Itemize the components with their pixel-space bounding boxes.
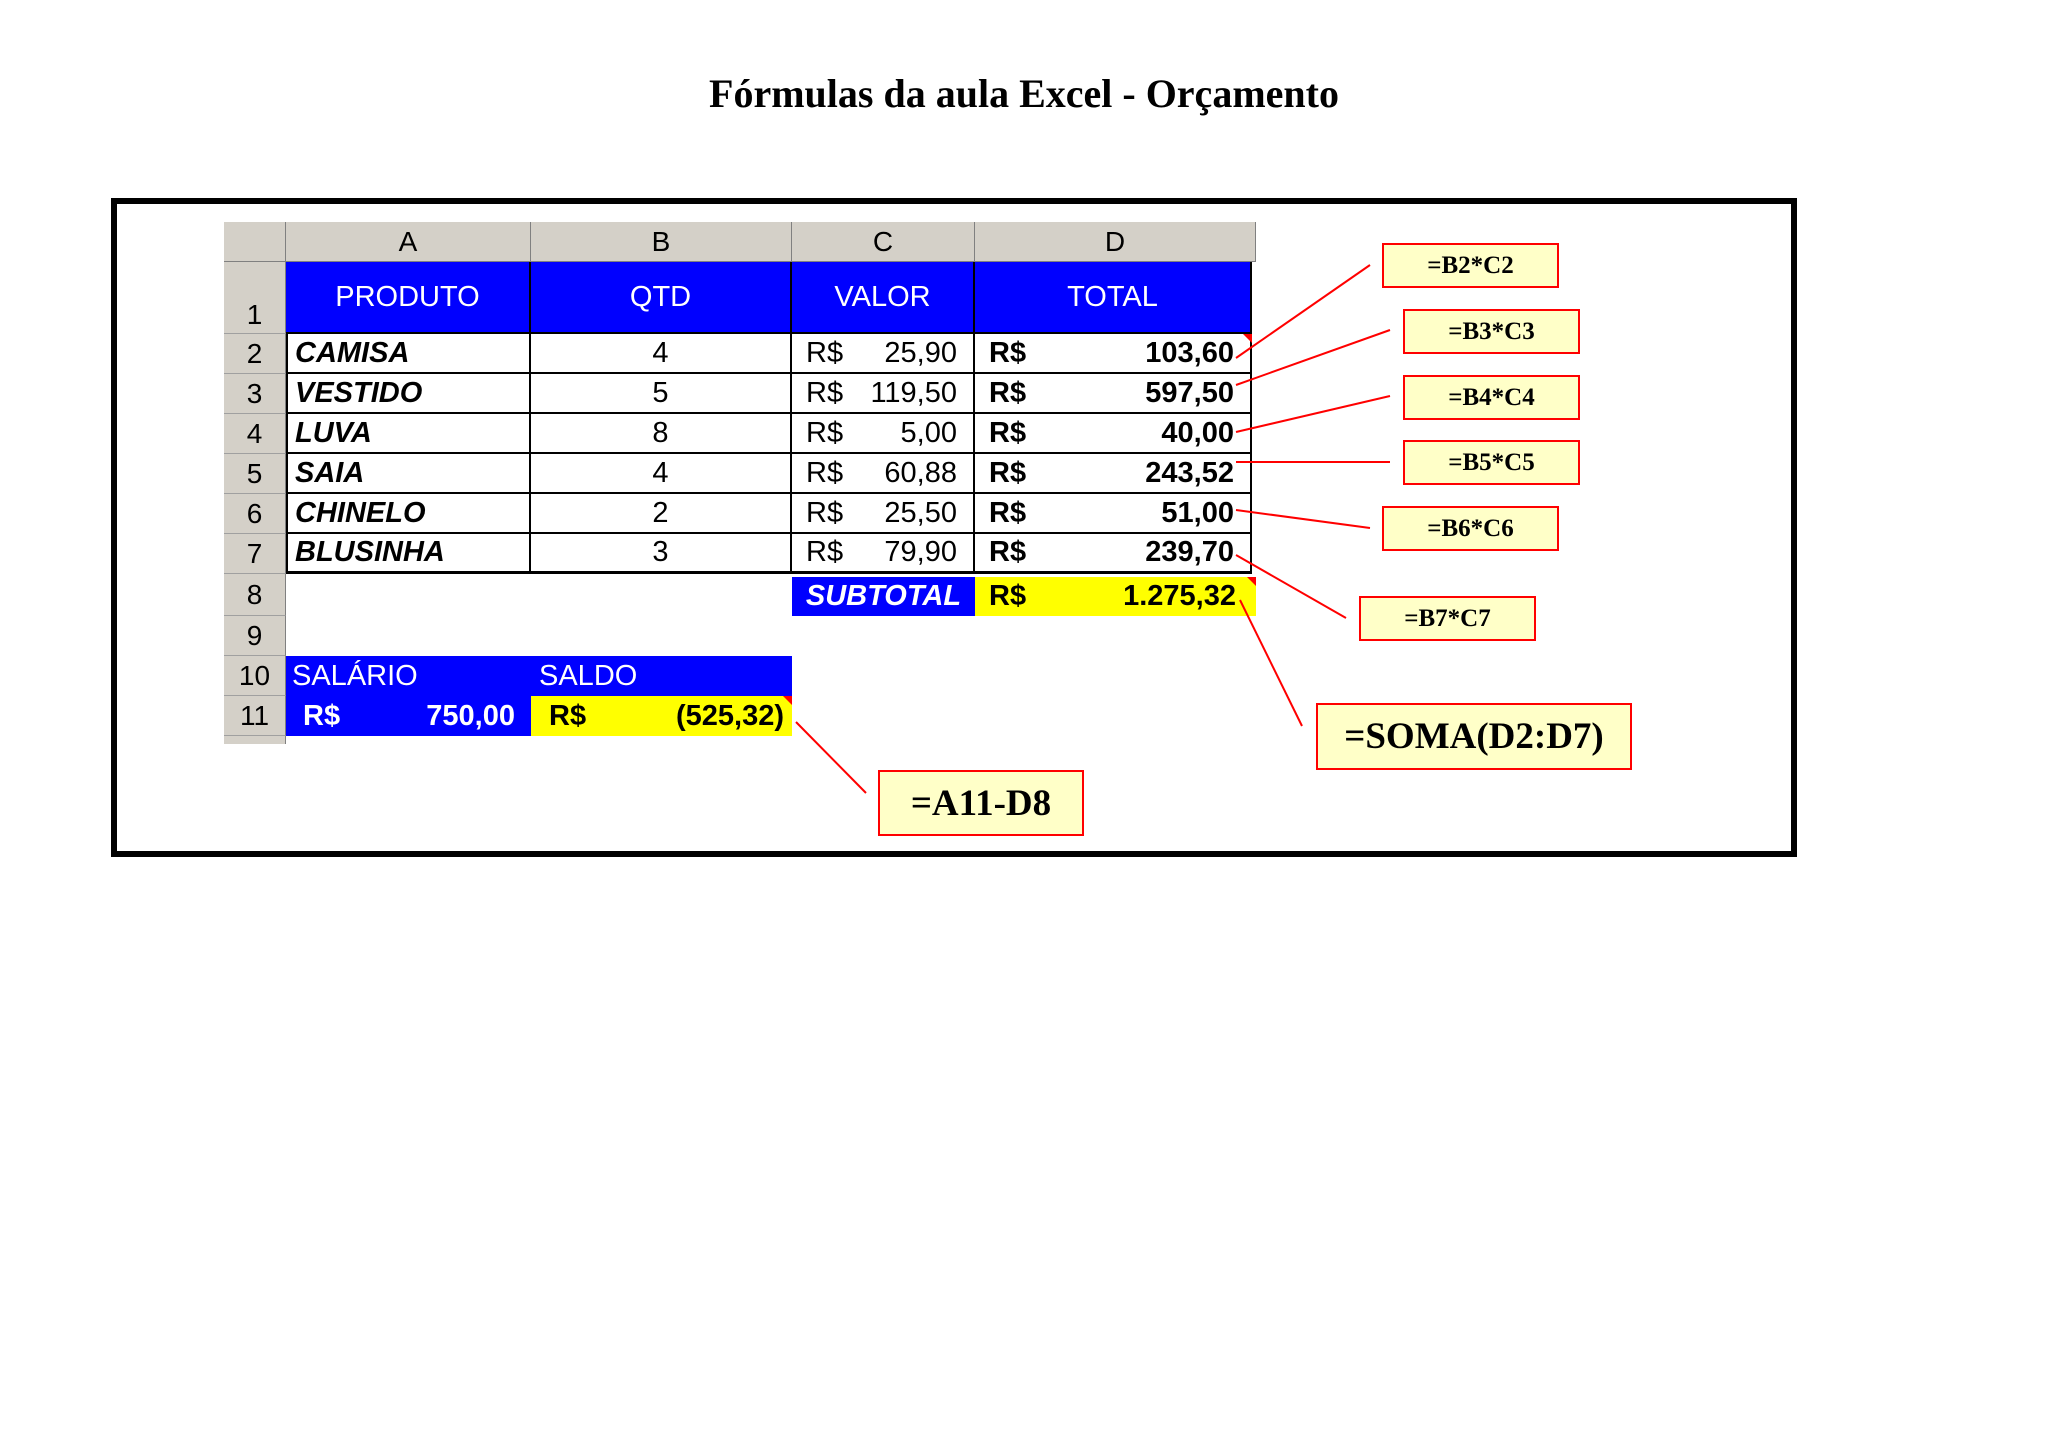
currency-symbol: R$ (806, 416, 844, 449)
cell-c3[interactable] (792, 374, 975, 414)
formula-note-d5: =B5*C5 (1403, 440, 1580, 485)
cell-value: 51,00 (1161, 496, 1234, 529)
cell-value: 5,00 (900, 416, 957, 449)
column-header-d[interactable]: D (975, 222, 1256, 262)
cell-d5[interactable] (975, 454, 1252, 494)
cell-d8-subtotal[interactable] (975, 577, 1256, 616)
cell-a6[interactable]: CHINELO (286, 494, 531, 534)
row-header-9[interactable]: 9 (224, 616, 286, 656)
row-header-12-partial (224, 736, 286, 744)
currency-symbol: R$ (303, 699, 341, 732)
currency-symbol: R$ (989, 536, 1027, 568)
formula-note-d7: =B7*C7 (1359, 596, 1536, 641)
row-header-1[interactable]: 1 (224, 262, 286, 334)
comment-indicator-b11 (783, 696, 792, 705)
cell-value: 239,70 (1145, 536, 1234, 568)
cell-value: 243,52 (1145, 456, 1234, 489)
cell-a2[interactable]: CAMISA (286, 334, 531, 374)
cell-value: 119,50 (870, 376, 957, 409)
row-header-4[interactable]: 4 (224, 414, 286, 454)
currency-symbol: R$ (989, 456, 1027, 489)
currency-symbol: R$ (806, 456, 844, 489)
cell-value: 25,50 (884, 496, 957, 529)
cell-value: 103,60 (1145, 336, 1234, 369)
row-header-8[interactable]: 8 (224, 574, 286, 616)
formula-note-d3: =B3*C3 (1403, 309, 1580, 354)
comment-indicator-d8 (1247, 577, 1256, 586)
cell-c8-subtotal-label[interactable]: SUBTOTAL (792, 577, 975, 616)
row-header-7[interactable]: 7 (224, 534, 286, 574)
cell-b7[interactable]: 3 (531, 534, 792, 574)
cell-value: 597,50 (1145, 376, 1234, 409)
cell-value: 79,90 (884, 536, 957, 568)
cell-value: (525,32) (675, 699, 784, 732)
cell-d3[interactable] (975, 374, 1252, 414)
cell-a3[interactable]: VESTIDO (286, 374, 531, 414)
cell-a11-salario[interactable] (286, 696, 531, 736)
cell-b5[interactable]: 4 (531, 454, 792, 494)
cell-value: 25,90 (884, 336, 957, 369)
cell-c6[interactable] (792, 494, 975, 534)
currency-symbol: R$ (989, 580, 1027, 612)
cell-d6[interactable] (975, 494, 1252, 534)
cell-a5[interactable]: SAIA (286, 454, 531, 494)
cell-value: 40,00 (1161, 416, 1234, 449)
row-header-11[interactable]: 11 (224, 696, 286, 736)
cell-d7[interactable] (975, 534, 1252, 574)
cell-b4[interactable]: 8 (531, 414, 792, 454)
cell-a10-salario-label[interactable]: SALÁRIO (286, 656, 531, 696)
formula-note-d8: =SOMA(D2:D7) (1316, 703, 1632, 770)
currency-symbol: R$ (806, 376, 844, 409)
cell-c2[interactable] (792, 334, 975, 374)
currency-symbol: R$ (806, 536, 844, 568)
select-all-corner[interactable] (224, 222, 286, 262)
currency-symbol: R$ (549, 699, 587, 732)
cell-a4[interactable]: LUVA (286, 414, 531, 454)
row-header-6[interactable]: 6 (224, 494, 286, 534)
cell-c4[interactable] (792, 414, 975, 454)
formula-note-d6: =B6*C6 (1382, 506, 1559, 551)
currency-symbol: R$ (806, 336, 844, 369)
column-header-b[interactable]: B (531, 222, 792, 262)
column-header-a[interactable]: A (286, 222, 531, 262)
cell-b10-saldo-label[interactable]: SALDO (531, 656, 792, 696)
cell-c7[interactable] (792, 534, 975, 574)
cell-c5[interactable] (792, 454, 975, 494)
currency-symbol: R$ (989, 496, 1027, 529)
cell-value: 60,88 (884, 456, 957, 489)
currency-symbol: R$ (806, 496, 844, 529)
header-total[interactable]: TOTAL (975, 262, 1252, 334)
cell-b3[interactable]: 5 (531, 374, 792, 414)
cell-a7[interactable]: BLUSINHA (286, 534, 531, 574)
cell-b2[interactable]: 4 (531, 334, 792, 374)
row-header-3[interactable]: 3 (224, 374, 286, 414)
column-header-c[interactable]: C (792, 222, 975, 262)
cell-b6[interactable]: 2 (531, 494, 792, 534)
header-valor[interactable]: VALOR (792, 262, 975, 334)
comment-indicator-d2 (1243, 334, 1252, 343)
spreadsheet (224, 222, 1256, 744)
currency-symbol: R$ (989, 416, 1027, 449)
row-header-5[interactable]: 5 (224, 454, 286, 494)
cell-value: 750,00 (426, 699, 515, 732)
cell-d4[interactable] (975, 414, 1252, 454)
formula-note-d4: =B4*C4 (1403, 375, 1580, 420)
header-qtd[interactable]: QTD (531, 262, 792, 334)
row-header-10[interactable]: 10 (224, 656, 286, 696)
page-title: Fórmulas da aula Excel - Orçamento (709, 71, 1339, 116)
currency-symbol: R$ (989, 336, 1027, 369)
cell-d2[interactable] (975, 334, 1252, 374)
formula-note-b11: =A11-D8 (878, 770, 1084, 836)
cell-value: 1.275,32 (1123, 580, 1236, 612)
currency-symbol: R$ (989, 376, 1027, 409)
cell-b11-saldo[interactable] (531, 696, 792, 736)
formula-note-d2: =B2*C2 (1382, 243, 1559, 288)
row-header-2[interactable]: 2 (224, 334, 286, 374)
header-produto[interactable]: PRODUTO (286, 262, 531, 334)
